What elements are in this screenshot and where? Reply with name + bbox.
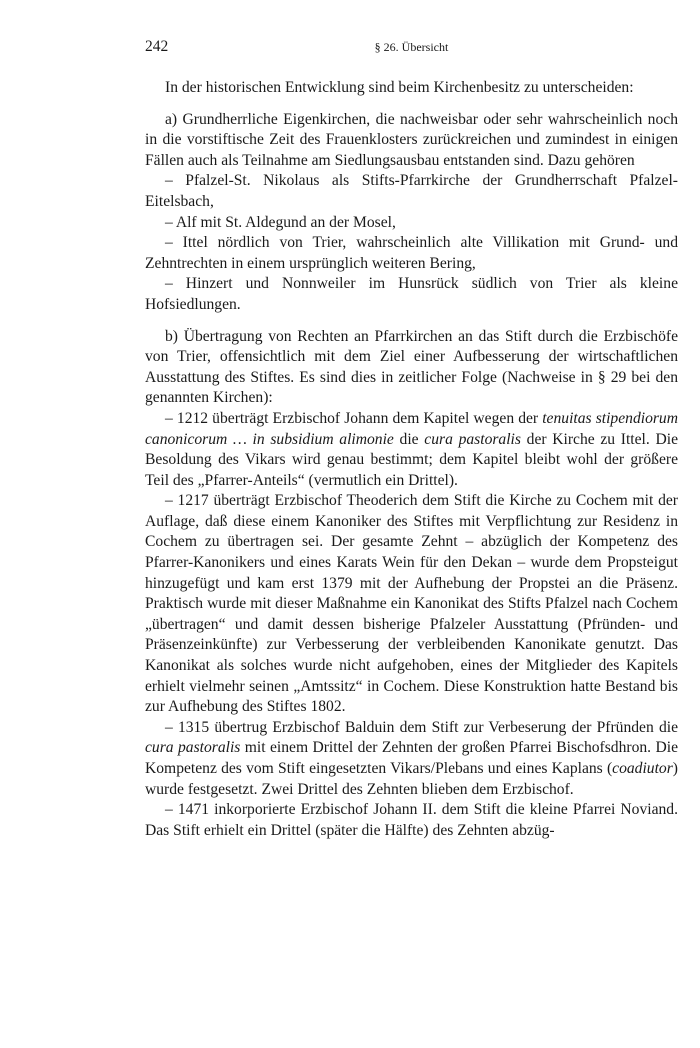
running-head: § 26. Übersicht — [374, 40, 449, 54]
list-item-1212 — [145, 409, 678, 491]
list-item-1217: – 1217 überträgt Erzbischof Theoderich dem Stift die Kirche zu Cochem mit der Auflage, daß diese einem Kanoniker des Stiftes mit Verpflichtung zur Residenz in Cochem zu übertragen sei. Der gesamte Zehnt – abzüglich der Kompetenz des Pfarrer-Kanonikers und eines Karats Wein für den Dekan – wurde dem Propsteigut hinzugefügt und kam erst 1379 mit der Aufhebung der Propstei an die Präsenz. Praktisch wurde mit dieser Maßnahme ein Kanonikat des Stifts Pfalzel nach Cochem „übertragen“ und damit dessen bisherige Pfalzeler Ausstattung (Pfründen- und Präsenzeinkünfte) zur Verbesserung der verbleibenden Kanonikate genutzt. Das Kanonikat als solches wurde nicht aufgehoben, eines der Mitglieder des Kapitels erhielt vielmehr seinen „Amtssitz“ in Cochem. Diese Konstruktion hatte Bestand bis zur Aufhebung des Stiftes 1802. — [145, 492, 678, 716]
list-item-1471: – 1471 inkorporierte Erzbischof Johann II. dem Stift die kleine Pfarrei Noviand. Das Stift erhielt ein Drittel (später die Hälfte) des Zehnten abzüg- — [145, 801, 678, 839]
list-item: – Hinzert und Nonnweiler im Hunsrück südlich von Trier als kleine Hofsiedlungen. — [145, 275, 678, 313]
list-item: – Alf mit St. Aldegund an der Mosel, — [165, 213, 396, 231]
latin-term: cura pastoralis — [145, 739, 241, 757]
section-b-paragraph: b) Übertragung von Rechten an Pfarrkirchen an das Stift durch die Erzbischöfe von Trier, offensichtlich mit dem Ziel einer Aufbesserung der wirtschaftlichen Ausstattung des Stiftes. Es sind dies in zeitlicher Folge (Nachweise in § 29 bei den genannten Kirchen): — [145, 327, 678, 407]
section-a-paragraph: a) Grundherrliche Eigenkirchen, die nachweisbar oder sehr wahrscheinlich noch in die vorstiftische Zeit des Frauenklosters zurückreichen und zumindest in einigen Fällen auch als Teilnahme am Siedlungsausbau entstanden sind. Dazu gehören — [145, 110, 678, 169]
page-number: 242 — [145, 38, 169, 55]
latin-quote: tenuitas stipendiorum canonicorum … in subsidium alimonie — [145, 409, 678, 448]
text-span: ) wurde festgesetzt. Zwei Drittel des Zehnten blieben dem Erzbischof. — [145, 760, 678, 798]
text-span: der Kirche zu Ittel. Die Besoldung des Vikars wird genau bestimmt; dem Kapitel bleibt wohl der größere Teil des „Pfarrer-Anteils“ (vermutlich ein Drittel). — [145, 430, 678, 489]
intro-paragraph: In der historischen Entwicklung sind beim Kirchenbesitz zu unterscheiden: — [165, 79, 634, 96]
list-item: – Ittel nördlich von Trier, wahrscheinlich alte Villikation mit Grund- und Zehntrechten in einem ursprünglich weiteren Bering, — [145, 234, 678, 272]
latin-term: coadiutor — [612, 760, 673, 777]
text-span: – 1315 übertrug Erzbischof Balduin dem Stift zur Verbeserung der Pfründen die — [165, 718, 678, 736]
body-text — [145, 78, 678, 841]
list-item: – Pfalzel-St. Nikolaus als Stifts-Pfarrkirche der Grundherrschaft Pfalzel-Eitelsbach, — [145, 172, 678, 210]
text-span: – 1212 überträgt Erzbischof Johann dem Kapitel wegen der — [165, 409, 543, 427]
text-span: mit einem Drittel der Zehnten der großen Pfarrei Bischofsdhron. Die Kompetenz des vom Stift eingesetzten Vikars/Plebans und eines Kaplans ( — [145, 739, 678, 777]
text-span: die — [393, 430, 425, 448]
latin-term: cura pastoralis — [424, 430, 521, 448]
page-header — [145, 38, 678, 62]
list-item-1315 — [145, 718, 678, 800]
